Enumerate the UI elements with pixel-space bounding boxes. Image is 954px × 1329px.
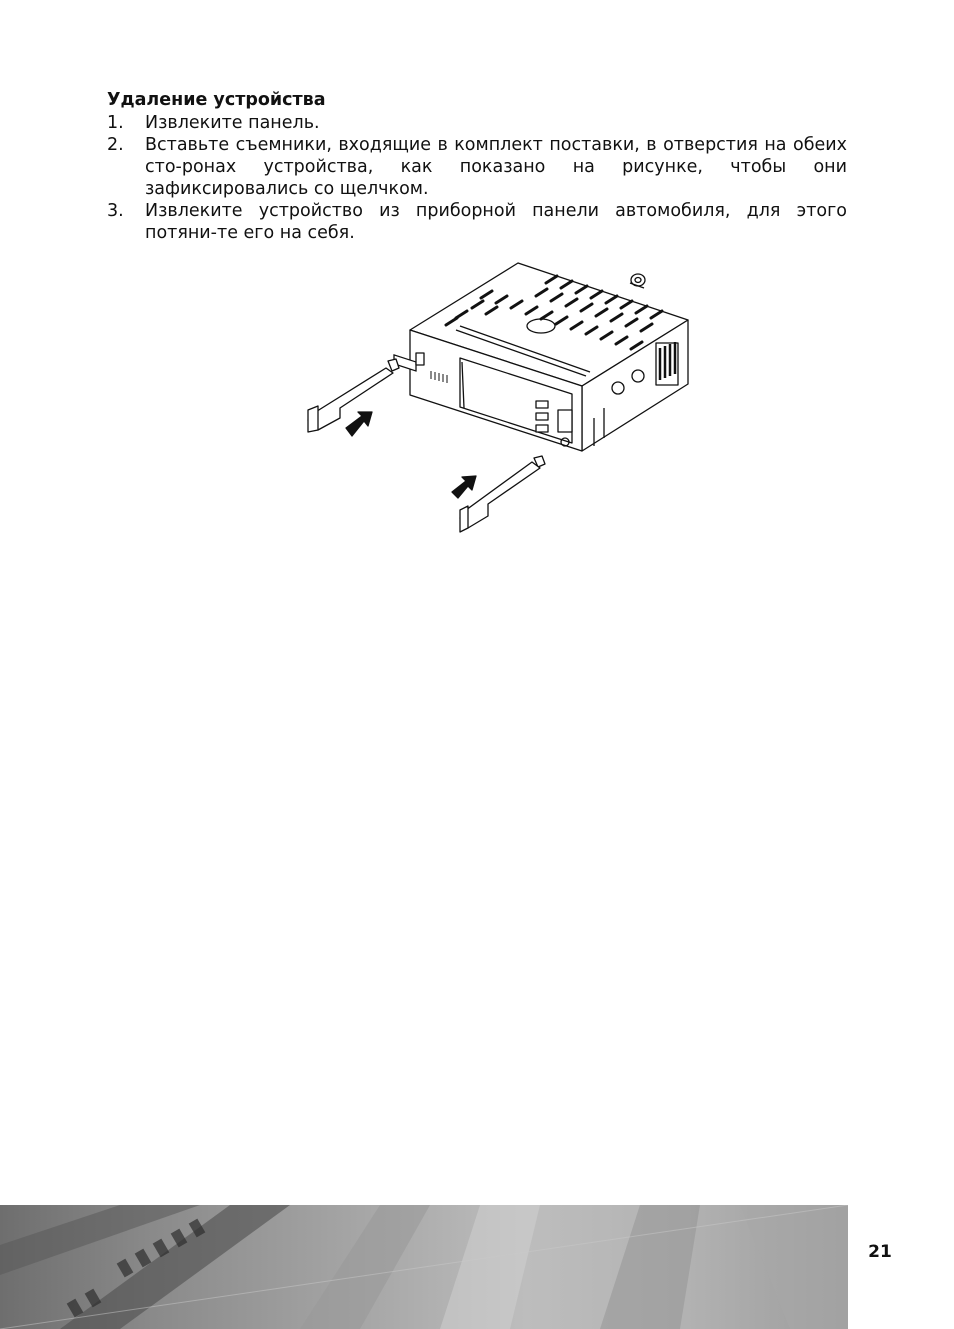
footer-texture-image (0, 1205, 848, 1329)
car-stereo-removal-illustration (296, 258, 716, 543)
steps-list (107, 112, 847, 244)
arrow-right-icon (346, 412, 372, 436)
step-item (107, 112, 847, 134)
page-number: 21 (868, 1242, 892, 1262)
step-text: Вставьте съемники, входящие в комплект поставки, в отверстия на обеих сто-ронах устройства, как показано на рисунке, чтобы они зафиксировались со щелчком. (145, 135, 847, 199)
step-text: Извлеките устройство из приборной панели автомобиля, для этого потяни-те его на себя. (145, 201, 847, 243)
removal-section (107, 89, 847, 244)
step-number: 3. (107, 201, 124, 221)
arrow-right-icon (452, 476, 476, 498)
step-number: 2. (107, 135, 124, 155)
removal-key-right-icon (460, 456, 545, 532)
step-number: 1. (107, 113, 124, 133)
removal-key-left-icon (308, 359, 399, 432)
step-item (107, 200, 847, 244)
antenna-connector-icon (630, 274, 645, 288)
footer-decorative-band (0, 1205, 848, 1329)
section-heading: Удаление устройства (107, 90, 326, 110)
step-text: Извлеките панель. (145, 113, 320, 133)
step-item (107, 134, 847, 200)
